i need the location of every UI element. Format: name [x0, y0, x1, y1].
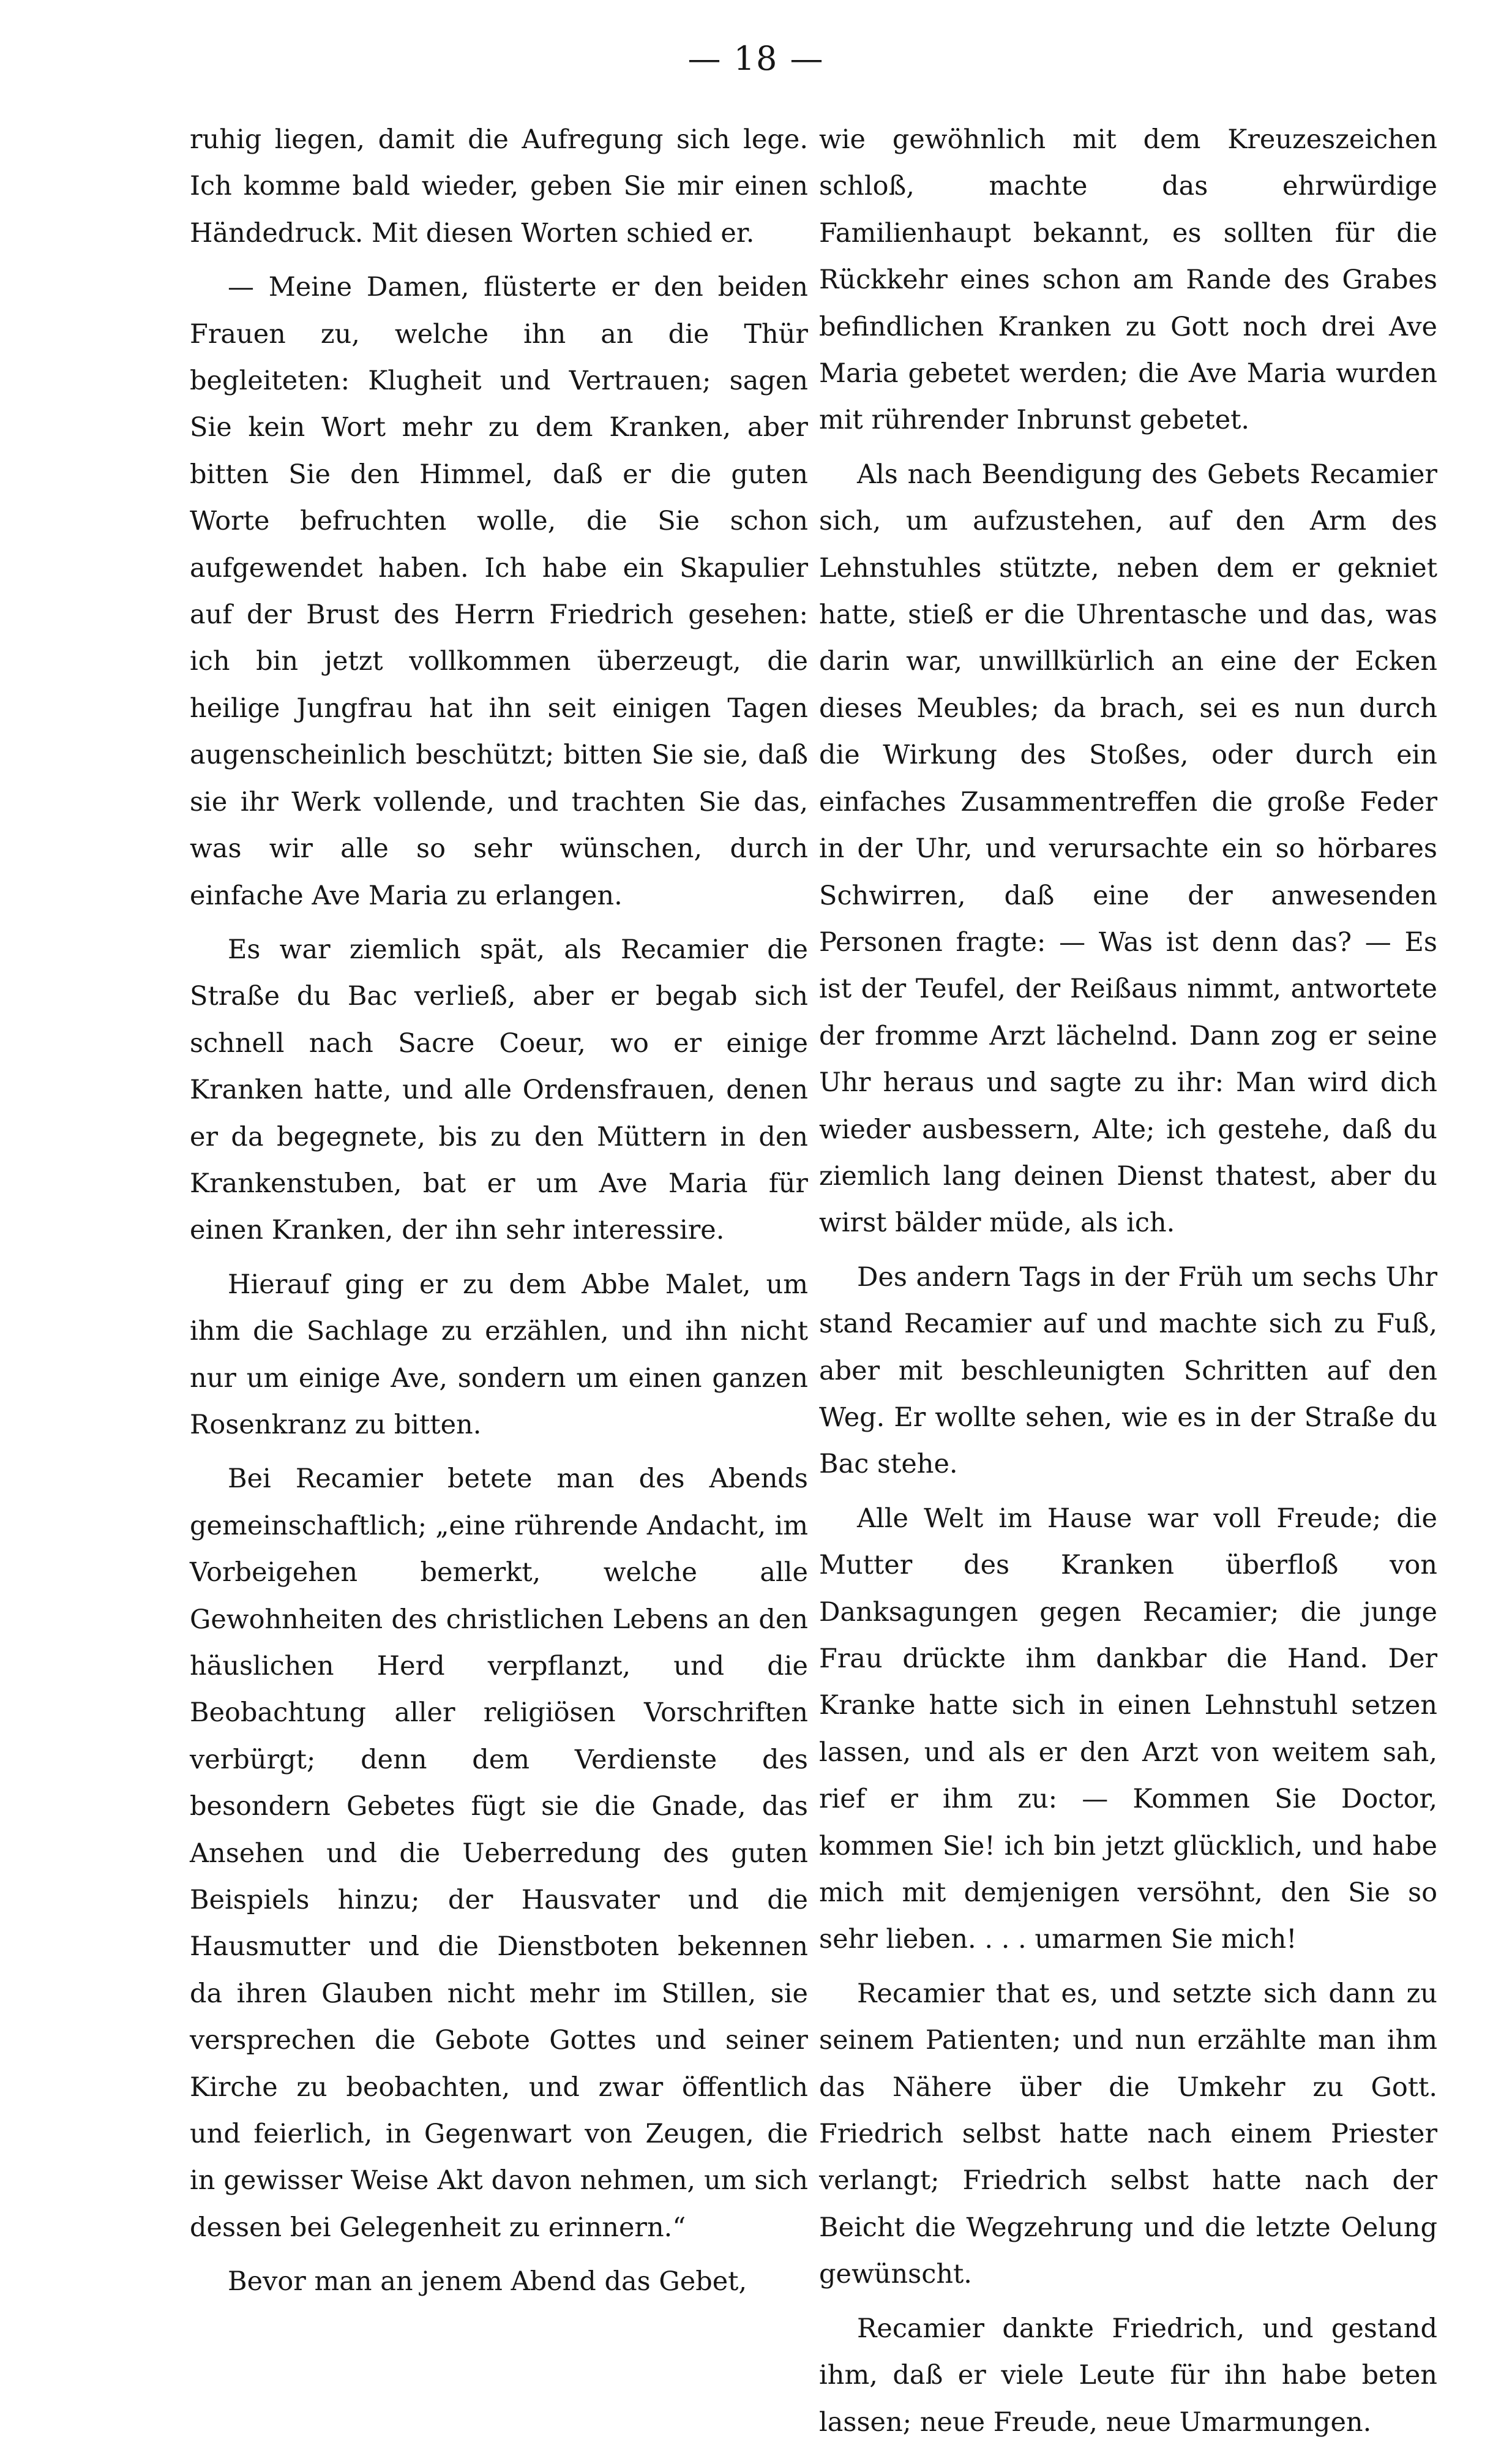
paragraph: Des andern Tags in der Früh um sechs Uhr stand Recamier auf und machte sich zu Fuß, aber mit beschleunigten Schritten auf den Weg. Er wollte sehen, wie es in der Straße du Bac stehe.	[819, 1261, 1437, 1480]
paragraph: Recamier dankte Friedrich, und gestand ihm, daß er viele Leute für ihn habe beten lassen; neue Freude, neue Umarmungen.	[819, 2313, 1437, 2438]
paragraph: Recamier that es, und setzte sich dann zu seinem Patienten; und nun erzählte man ihm das Nähere über die Umkehr zu Gott. Friedrich selbst hatte nach einem Priester verlangt; Friedrich selbst hatte nach der Beicht die Wegzehrung und die letzte Oelung gewünscht.	[819, 1978, 1437, 2290]
paragraph: Es war ziemlich spät, als Recamier die Straße du Bac verließ, aber er begab sich schnell nach Sacre Coeur, wo er einige Kranken hatte, und alle Ordensfrauen, denen er da begegnete, bis zu den Müttern in den Krankenstuben, bat er um Ave Maria für einen Kranken, der ihn sehr interessire.	[190, 934, 808, 1246]
paragraph: Hierauf ging er zu dem Abbe Malet, um ihm die Sachlage zu erzählen, und ihn nicht nur um einige Ave, sondern um einen ganzen Rosenkranz zu bitten.	[190, 1269, 808, 1440]
paragraph: — Meine Damen, flüsterte er den beiden Frauen zu, welche ihn an die Thür begleiteten: Klugheit und Vertrauen; sagen Sie kein Wort mehr zu dem Kranken, aber bitten Sie den Himmel, daß er die guten Worte befruchten wolle, die Sie schon aufgewendet haben. Ich habe ein Skapulier auf der Brust des Herrn Friedrich gesehen: ich bin jetzt vollkommen überzeugt, die heilige Jungfrau hat ihn seit einigen Tagen augenscheinlich beschützt; bitten Sie sie, daß sie ihr Werk vollende, und trachten Sie das, was wir alle so sehr wünschen, durch einfache Ave Maria zu erlangen.	[190, 272, 808, 911]
left-text-column	[190, 116, 808, 2313]
paragraph: wie gewöhnlich mit dem Kreuzeszeichen schloß, machte das ehrwürdige Familienhaupt bekannt, es sollten für die Rückkehr eines schon am Rande des Grabes befindlichen Kranken zu Gott noch drei Ave Maria gebetet werden; die Ave Maria wurden mit rührender Inbrunst gebetet.	[819, 124, 1437, 436]
page-number: — 18 —	[687, 39, 825, 78]
right-text-column	[819, 116, 1437, 2453]
paragraph: Als nach Beendigung des Gebets Recamier sich, um aufzustehen, auf den Arm des Lehnstuhles stützte, neben dem er gekniet hatte, stieß er die Uhrentasche und das, was darin war, unwillkürlich an eine der Ecken dieses Meubles; da brach, sei es nun durch die Wirkung des Stoßes, oder durch ein einfaches Zusammentreffen die große Feder in der Uhr, und verursachte ein so hörbares Schwirren, daß eine der anwesenden Personen fragte: — Was ist denn das? — Es ist der Teufel, der Reißaus nimmt, antwortete der fromme Arzt lächelnd. Dann zog er seine Uhr heraus und sagte zu ihr: Man wird dich wieder ausbessern, Alte; ich gestehe, daß du ziemlich lang deinen Dienst thatest, aber du wirst bälder müde, als ich.	[819, 459, 1437, 1239]
paragraph: ruhig liegen, damit die Aufregung sich lege. Ich komme bald wieder, geben Sie mir einen Händedruck. Mit diesen Worten schied er.	[190, 124, 808, 249]
paragraph: Bei Recamier betete man des Abends gemeinschaftlich; „eine rührende Andacht, im Vorbeigehen bemerkt, welche alle Gewohnheiten des christlichen Lebens an den häuslichen Herd verpflanzt, und die Beobachtung aller religiösen Vorschriften verbürgt; denn dem Verdienste des besondern Gebetes fügt sie die Gnade, das Ansehen und die Ueberredung des guten Beispiels hinzu; der Hausvater und die Hausmutter und die Dienstboten bekennen da ihren Glauben nicht mehr im Stillen, sie versprechen die Gebote Gottes und seiner Kirche zu beobachten, und zwar öffentlich und feierlich, in Gegenwart von Zeugen, die in gewisser Weise Akt davon nehmen, um sich dessen bei Gelegenheit zu erinnern.“	[190, 1463, 808, 2243]
paragraph: Alle Welt im Hause war voll Freude; die Mutter des Kranken überfloß von Danksagungen gegen Recamier; die junge Frau drückte ihm dankbar die Hand. Der Kranke hatte sich in einen Lehnstuhl setzen lassen, und als er den Arzt von weitem sah, rief er ihm zu: — Kommen Sie Doctor, kommen Sie! ich bin jetzt glücklich, und habe mich mit demjenigen versöhnt, den Sie so sehr lieben. . . . umarmen Sie mich!	[819, 1503, 1437, 1955]
paragraph: Bevor man an jenem Abend das Gebet,	[228, 2266, 747, 2297]
